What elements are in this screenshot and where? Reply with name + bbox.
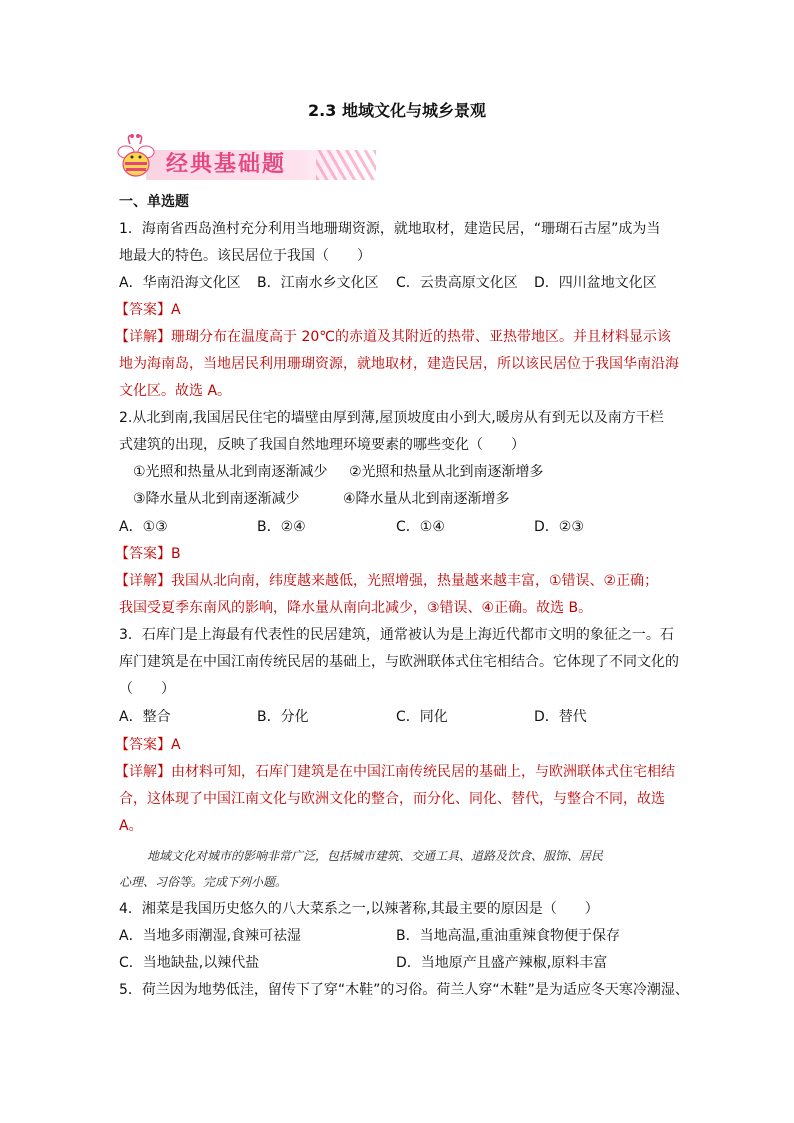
banner-label: 经典基础题 xyxy=(166,152,287,177)
q3-option-d: D．替代 xyxy=(534,709,587,725)
q1-answer xyxy=(115,300,181,320)
q2-statement-1: ①光照和热量从北到南逐渐减少 xyxy=(133,464,328,480)
q3-line-1: 3．石库门是上海最有代表性的民居建筑，通常被认为是上海近代都市文明的象征之一。石 xyxy=(119,627,674,643)
detail-text: 由材料可知，石库门建筑是在中国江南传统民居的基础上，与欧洲联体式住宅相结 xyxy=(171,764,675,780)
q2-statement-3: ③降水量从北到南逐渐减少 xyxy=(133,491,300,507)
bee-icon xyxy=(116,132,160,182)
q2-detail-line-1 xyxy=(115,571,658,591)
answer-label: 【答案】 xyxy=(115,302,171,318)
q4-option-a: A．当地多雨潮湿,食辣可祛湿 xyxy=(119,928,302,944)
q3-line-2: 库门建筑是在中国江南传统民居的基础上，与欧洲联体式住宅相结合。它体现了不同文化的 xyxy=(119,654,679,670)
answer-label: 【答案】 xyxy=(115,546,171,562)
banner-stripes xyxy=(316,150,376,180)
q1-line-2: 地最大的特色。该民居位于我国（ ） xyxy=(119,248,371,264)
detail-text: 我国从北向南，纬度越来越低，光照增强，热量越来越丰富，①错误、②正确； xyxy=(171,573,659,589)
detail-label: 【详解】 xyxy=(115,764,171,780)
q3-detail-line-2: 合，这体现了中国江南文化与欧洲文化的整合，而分化、同化、替代，与整合不同，故选 xyxy=(119,791,665,807)
passage-line-2: 心理、习俗等。完成下列小题。 xyxy=(119,875,288,889)
q3-detail-line-3: A。 xyxy=(119,818,143,834)
q5-line-1: 5．荷兰因为地势低洼，留传下了穿“木鞋”的习俗。荷兰人穿“木鞋”是为适应冬天寒冷潮湿、 xyxy=(119,982,689,998)
detail-label: 【详解】 xyxy=(115,329,171,345)
q1-detail-line-2: 地为海南岛，当地居民利用珊瑚资源，就地取材，建造民居，所以该民居位于我国华南沿海 xyxy=(119,356,679,372)
q2-statement-2: ②光照和热量从北到南逐渐增多 xyxy=(349,464,544,480)
section-banner xyxy=(116,132,376,188)
q3-option-a: A．整合 xyxy=(119,709,171,725)
answer-value: A xyxy=(171,302,181,318)
q2-option-a: A．①③ xyxy=(119,519,168,535)
q2-option-b: B．②④ xyxy=(257,519,306,535)
detail-text: 珊瑚分布在温度高于 20℃的赤道及其附近的热带、亚热带地区。并且材料显示该 xyxy=(171,329,671,345)
detail-label: 【详解】 xyxy=(115,573,171,589)
q2-answer xyxy=(115,544,181,564)
q4-line-1: 4．湘菜是我国历史悠久的八大菜系之一,以辣著称,其最主要的原因是（ ） xyxy=(119,901,599,917)
q1-option-c: C．云贵高原文化区 xyxy=(396,275,518,291)
q3-option-c: C．同化 xyxy=(396,709,448,725)
q3-option-b: B．分化 xyxy=(257,709,309,725)
q1-detail-line-1 xyxy=(115,327,671,347)
q1-detail-line-3: 文化区。故选 A。 xyxy=(119,383,232,399)
q1-line-1: 1．海南省西岛渔村充分利用当地珊瑚资源，就地取材，建造民居，“珊瑚石古屋”成为当 xyxy=(119,221,661,237)
q2-detail-line-2: 我国受夏季东南风的影响，降水量从南向北减少，③错误、④正确。故选 B。 xyxy=(119,600,593,616)
passage-line-1: 地域文化对城市的影响非常广泛，包括城市建筑、交通工具、道路及饮食、服饰、居民 xyxy=(147,849,604,863)
q3-detail-line-1 xyxy=(115,762,675,782)
answer-value: A xyxy=(171,737,181,753)
q2-statement-4: ④降水量从北到南逐渐增多 xyxy=(343,491,510,507)
q2-option-c: C．①④ xyxy=(396,519,445,535)
answer-label: 【答案】 xyxy=(115,737,171,753)
page-title: 2.3 地域文化与城乡景观 xyxy=(308,101,486,120)
q1-option-a: A．华南沿海文化区 xyxy=(119,275,241,291)
q2-option-d: D．②③ xyxy=(534,519,584,535)
q2-line-1: 2.从北到南,我国居民住宅的墙壁由厚到薄,屋顶坡度由小到大,暖房从有到无以及南方干栏 xyxy=(119,410,664,426)
q1-option-b: B．江南水乡文化区 xyxy=(257,275,379,291)
q4-option-c: C．当地缺盐,以辣代盐 xyxy=(119,955,260,971)
q3-line-3: （ ） xyxy=(119,681,175,697)
q4-option-d: D．当地原产且盛产辣椒,原料丰富 xyxy=(396,955,608,971)
q3-answer xyxy=(115,735,181,755)
q2-line-2: 式建筑的出现，反映了我国自然地理环境要素的哪些变化（ ） xyxy=(119,437,525,453)
answer-value: B xyxy=(171,546,181,562)
section-heading: 一、单选题 xyxy=(119,194,189,210)
q1-option-d: D．四川盆地文化区 xyxy=(534,275,657,291)
q4-option-b: B．当地高温,重油重辣食物便于保存 xyxy=(396,928,621,944)
